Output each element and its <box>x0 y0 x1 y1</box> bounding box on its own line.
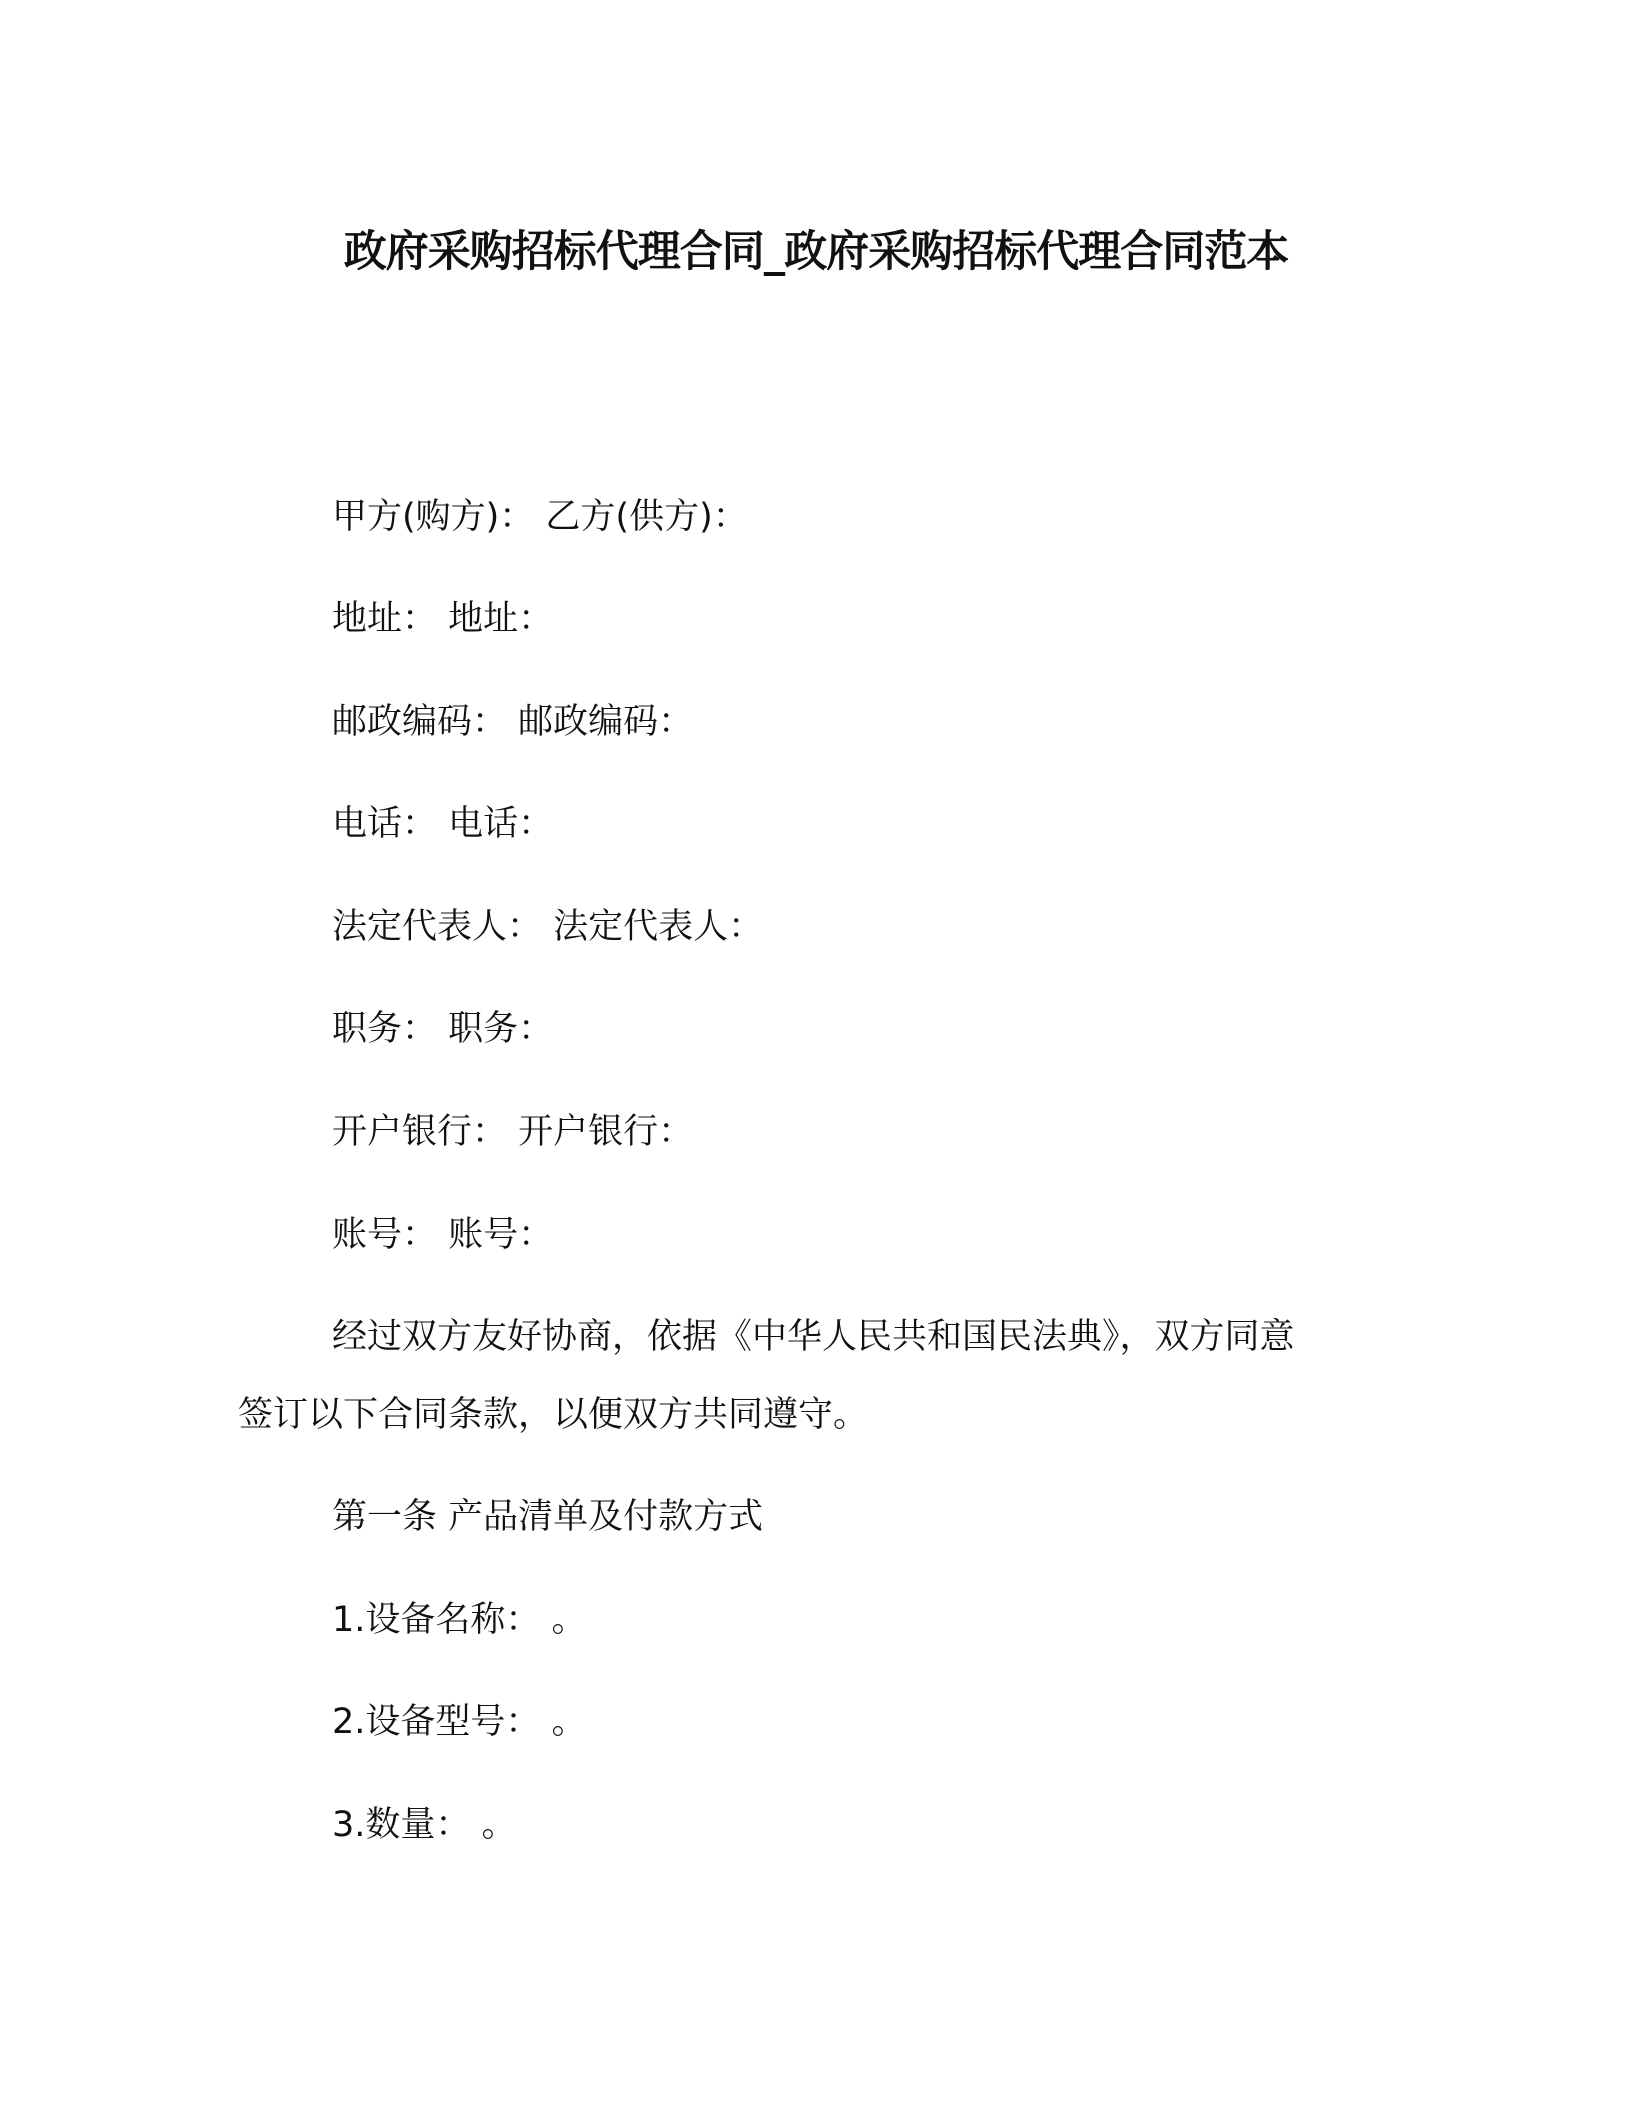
intro-paragraph-line-1: 经过双方友好协商，依据《中华人民共和国民法典》，双方同意 <box>332 1317 1295 1357</box>
party-line-account: 账号： 账号： <box>332 1215 554 1255</box>
party-line-legal-rep: 法定代表人： 法定代表人： <box>332 907 764 947</box>
item-quantity: 3.数量： 。 <box>332 1805 517 1845</box>
intro-paragraph-line-2: 签订以下合同条款，以便双方共同遵守。 <box>238 1395 869 1435</box>
party-line-address: 地址： 地址： <box>332 599 554 639</box>
party-line-position: 职务： 职务： <box>332 1009 554 1049</box>
party-line-postcode: 邮政编码： 邮政编码： <box>332 702 694 742</box>
party-line-bank: 开户银行： 开户银行： <box>332 1112 694 1152</box>
item-device-name: 1.设备名称： 。 <box>332 1600 587 1640</box>
party-line-buyer-supplier: 甲方(购方)： 乙方(供方)： <box>332 497 748 537</box>
party-line-phone: 电话： 电话： <box>332 804 554 844</box>
article-1-heading: 第一条 产品清单及付款方式 <box>332 1497 764 1537</box>
document-title: 政府采购招标代理合同_政府采购招标代理合同范本 <box>343 227 1289 277</box>
item-device-model: 2.设备型号： 。 <box>332 1702 587 1742</box>
